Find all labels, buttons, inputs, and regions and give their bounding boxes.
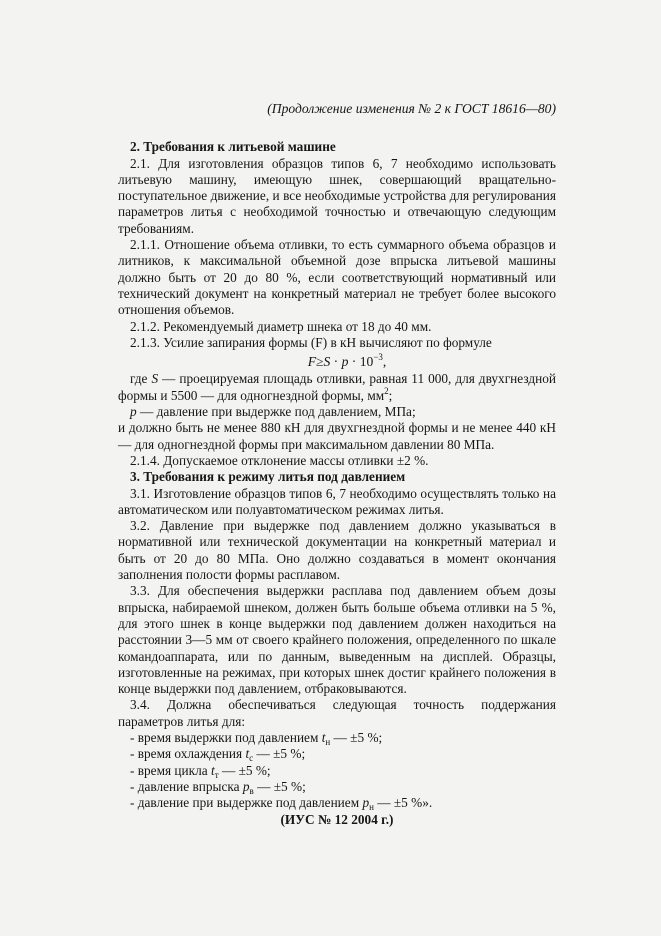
paragraph-3-2: 3.2. Давление при выдержке под давлением должно указываться в нормативной или технической документации на конкретный материал и быть от 20 до 80 МПа. Оно должно создаваться в момент окончания заполнения полости формы расплавом. — [118, 518, 556, 583]
list-item-cooling-time: - время охлаждения $t_с$ — ±5 %; — [130, 746, 306, 764]
paragraph-3-3: 3.3. Для обеспечения выдержки расплава под давлением объем дозы впрыска, набираемой шнеком, должен быть больше объема отливки на 5 %, для этого шнек в конце выдержки под давлением должен находиться на расстоянии 3—5 мм от своего крайнего положения, определенного по шкале командоаппарата, или по данным, выведенным на дисплей. Образцы, изготовленные на режимах, при которых шнек достиг крайнего положения в конце выдержки под давлением, отбраковываются. — [118, 583, 556, 697]
unit-exponent: 2 — [384, 385, 389, 396]
paragraph-2-1-2: 2.1.2. Рекомендуемый диаметр шнека от 18 до 40 мм. — [130, 318, 432, 334]
paragraph-2-1-1: 2.1.1. Отношение объема отливки, то есть суммарного объема образцов и литников, к максимальной объемной дозе впрыска литьевой машины должно быть от 20 до 80 %, если соответствующий нормативный или технический документ на конкретный материал не требует более высокого отношения объемов. — [118, 237, 556, 318]
paragraph-2-1-3: 2.1.3. Усилие запирания формы (F) в кН вычисляют по формуле — [130, 334, 492, 350]
where-s-definition: где S — проецируемая площадь отливки, равная 11 000, для двухгнездной формы и 5500 — для одногнездной формы, $мм^2$; — [118, 371, 556, 403]
symbol-s: S — [151, 371, 159, 387]
formula-symbol-s: S — [323, 354, 331, 370]
paragraph-3-4: 3.4. Должна обеспечиваться следующая точность поддержания параметров литья для: — [118, 697, 556, 729]
section-3-heading: 3. Требования к режиму литья под давлением — [130, 469, 406, 485]
force-limit-paragraph: и должно быть не менее 880 кН для двухгнездной формы и не менее 440 кН — для одногнездной формы при максимальном давлении 80 МПа. — [118, 420, 556, 452]
formula-symbol-p: p — [341, 354, 349, 370]
document-body — [118, 101, 556, 829]
paragraph-2-1-4: 2.1.4. Допускаемое отклонение массы отливки ±2 %. — [130, 452, 429, 468]
formula-exponent: −3 — [373, 352, 383, 363]
formula-comma: , — [382, 354, 387, 370]
formula-symbol-f: F — [307, 354, 316, 370]
source-note: (ИУС № 12 2004 г.) — [280, 812, 394, 828]
paragraph-2-1: 2.1. Для изготовления образцов типов 6, 7 необходимо использовать литьевую машину, имеющую шнек, совершающий вращательно-поступательное движение, и все необходимые устройства для регулирования параметров литья с необходимой точностью и отвечающую следующим требованиям. — [118, 155, 556, 236]
paragraph-3-1: 3.1. Изготовление образцов типов 6, 7 необходимо осуществлять только на автоматическом или полуавтоматическом режимах литья. — [118, 485, 556, 517]
list-item-cycle-time: - время цикла $t_т$ — ±5 %; — [130, 762, 271, 780]
formula-dot: · — [330, 354, 342, 370]
formula-relation: ≥ — [316, 354, 324, 370]
list-item-hold-time: - время выдержки под давлением $t_н$ — ±5 %; — [130, 729, 383, 747]
clamping-force-formula — [138, 354, 556, 370]
running-header: (Продолжение изменения № 2 к ГОСТ 18616—80) — [267, 101, 556, 116]
symbol-p: p — [130, 404, 137, 420]
where-p-definition: p — давление при выдержке под давлением, МПа; — [130, 404, 416, 420]
list-item-hold-pressure: - давление при выдержке под давлением $p_н$ — ±5 %». — [130, 795, 433, 813]
list-item-injection-pressure: - давление впрыска $p_в$ — ±5 %; — [130, 778, 306, 796]
formula-power-base: · 10 — [348, 354, 374, 370]
section-2-heading: 2. Требования к литьевой машине — [130, 139, 336, 155]
